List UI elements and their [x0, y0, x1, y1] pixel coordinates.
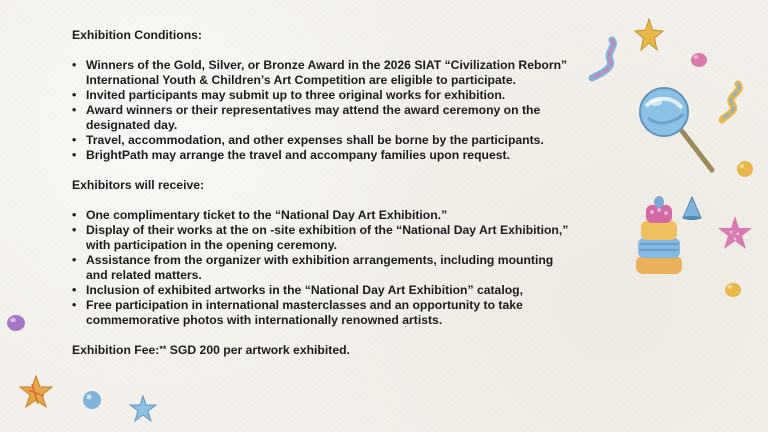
benefits-heading: Exhibitors will receive:	[72, 178, 205, 192]
ribbon-icon	[586, 36, 620, 82]
star-icon	[18, 374, 54, 410]
bead-icon	[736, 160, 754, 178]
ribbon-icon	[716, 80, 748, 124]
list-item: • Inclusion of exhibited artworks in the “National Day Art Exhibition” catalog,	[72, 283, 572, 298]
conditions-heading: Exhibition Conditions:	[72, 28, 202, 42]
list-item: • Winners of the Gold, Silver, or Bronze Award in the 2026 SIAT “Civilization Reborn” International Youth & Children’s Art Competition are eligible to participate.	[72, 58, 572, 88]
party-hat-icon	[682, 196, 702, 220]
list-item: • Assistance from the organizer with exhibition arrangements, including mounting and related matters.	[72, 253, 572, 283]
fee-footnote-mark: **	[159, 344, 167, 354]
bead-icon	[690, 52, 708, 68]
list-item: • Free participation in international masterclasses and an opportunity to take commemorative photos with internationally renowned artists.	[72, 298, 572, 328]
star-icon	[634, 18, 664, 52]
list-item: • BrightPath may arrange the travel and accompany families upon request.	[72, 148, 572, 163]
list-item: • Invited participants may submit up to three original works for exhibition.	[72, 88, 572, 103]
benefits-list	[72, 208, 572, 328]
conditions-list	[72, 58, 572, 163]
bead-icon	[724, 282, 742, 298]
bead-icon	[6, 314, 26, 332]
list-item: • Award winners or their representatives may attend the award ceremony on the designated day.	[72, 103, 572, 133]
fee-label: Exhibition Fee:	[72, 343, 160, 357]
document-body	[72, 28, 572, 358]
list-item: • One complimentary ticket to the “National Day Art Exhibition.”	[72, 208, 572, 223]
list-item: • Travel, accommodation, and other expenses shall be borne by the participants.	[72, 133, 572, 148]
list-item: • Display of their works at the on -site exhibition of the “National Day Art Exhibition,” with participation in the opening ceremony.	[72, 223, 572, 253]
fee-line	[72, 343, 572, 358]
fee-value: SGD 200 per artwork exhibited.	[166, 343, 350, 357]
bead-icon	[82, 390, 102, 410]
lollipop-icon	[638, 84, 718, 174]
star-icon	[716, 214, 754, 252]
star-icon	[128, 394, 158, 424]
stacking-toy-icon	[628, 192, 690, 278]
